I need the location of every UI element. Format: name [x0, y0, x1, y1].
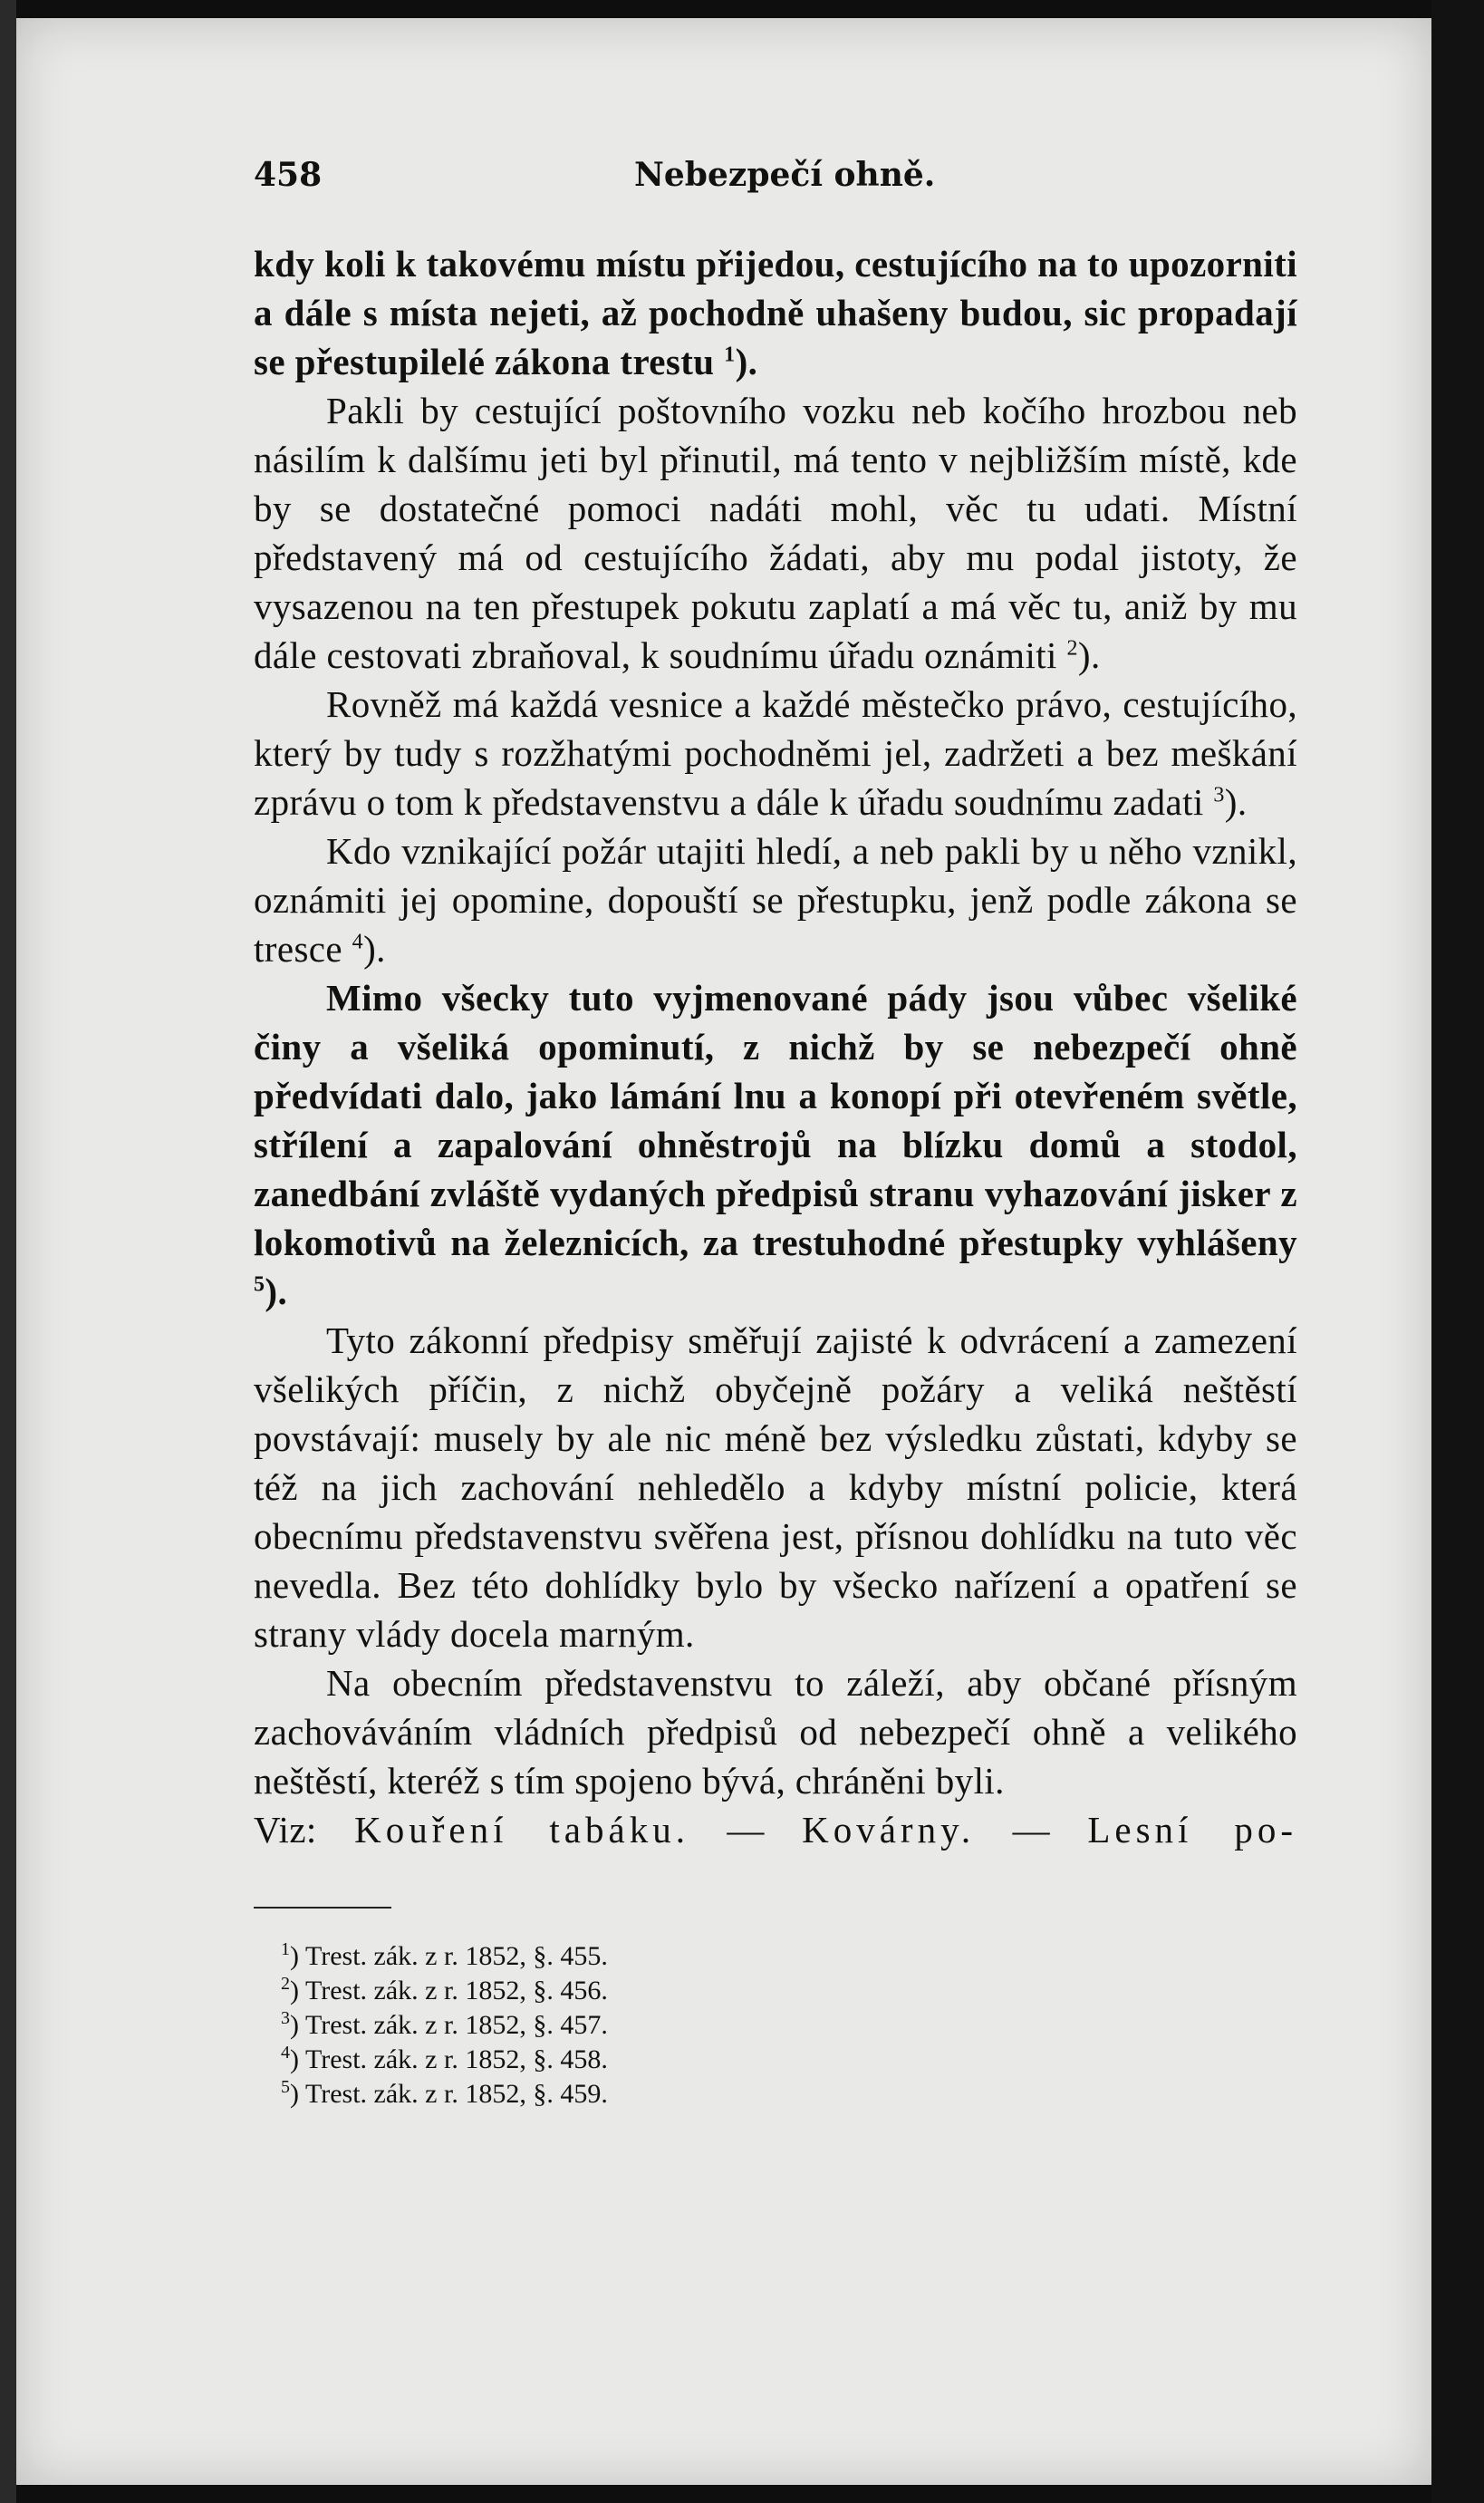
body-text [254, 239, 1297, 1854]
paragraph-text: kdy koli k takovému místu přijedou, cestujícího na to upozorniti a dále s místa nejeti, až pochodně uhašeny budou, sic propadají se přestupilelé zákona trestu [254, 243, 1297, 382]
footnote-reference: 4 [352, 930, 364, 954]
footnote-mark: 5 [281, 2077, 290, 2097]
footnote-reference: 1 [724, 343, 736, 367]
paragraph-text: Tyto zákonní předpisy směřují zajisté k odvrácení a zamezení všelikých příčin, z nichž obyčejně požáry a veliká neštěstí povstávají: musely by ale nic méně bez výsledku zůstati, kdyby se též na jich zachování nehledělo a kdyby místní policie, která obecnímu představenstvu svěřena jest, přísnou dohlídku na tuto věc nevedla. Bez této dohlídky bylo by všecko nařízení a opatření se strany vlády docela marným. [254, 1319, 1297, 1655]
footnote [281, 1974, 1297, 2008]
footnote-text: ) Trest. zák. z r. 1852, §. 457. [290, 2010, 608, 2040]
see-also-line [254, 1805, 1297, 1854]
paragraph-end: ). [363, 928, 386, 970]
footnote-text: ) Trest. zák. z r. 1852, §. 459. [290, 2079, 608, 2109]
footnote [281, 2008, 1297, 2043]
page-number: 458 [254, 156, 323, 194]
page-text-block [254, 156, 1297, 2112]
paragraph-text: Kdo vznikající požár utajiti hledí, a neb pakli by u něho vznikl, oznámiti jej opomine, dopouští se přestupku, jenž podle zákona se tresce [254, 830, 1297, 970]
running-title: Nebezpečí ohně. [634, 156, 936, 194]
footnote-rule [254, 1907, 391, 1909]
footnote-mark: 1 [281, 1939, 290, 1959]
footnote-reference: 2 [1066, 636, 1078, 661]
paragraph-text: Pakli by cestující poštovního vozku neb kočího hrozbou neb násilím k dalšímu jeti byl přinutil, má tento v nejbližším místě, kde by se dostatečné pomoci nadáti mohl, věc tu udati. Místní představený má od cestujícího žádati, aby mu podal jistoty, že vysazenou na ten přestupek pokutu zaplatí a má věc tu, aniž by mu dále cestovati zbraňoval, k soudnímu úřadu oznámiti [254, 390, 1297, 676]
footnote [281, 2077, 1297, 2112]
footnote-mark: 3 [281, 2008, 290, 2028]
see-also-reference: Kovárny. [802, 1809, 976, 1851]
footnote-mark: 4 [281, 2043, 290, 2063]
see-also-dash: — [1012, 1809, 1050, 1851]
see-also-reference: Kouření tabáku. [354, 1809, 689, 1851]
see-also-reference: Lesní po- [1087, 1809, 1298, 1851]
paragraph [254, 826, 1297, 973]
paragraph-text: Na obecním představenstvu to záleží, aby občané přísným zachováváním vládních předpisů od nebezpečí ohně a velikého neštěstí, kteréž s tím spojeno bývá, chráněni byli. [254, 1662, 1297, 1802]
paragraph-end: ). [735, 341, 758, 382]
footnote [281, 1939, 1297, 1974]
see-also-label: Viz: [254, 1809, 317, 1851]
paragraph [254, 680, 1297, 826]
footnote [281, 2043, 1297, 2077]
footnote-text: ) Trest. zák. z r. 1852, §. 455. [290, 1941, 608, 1971]
footnote-text: ) Trest. zák. z r. 1852, §. 456. [290, 1976, 608, 2005]
paragraph-text: Mimo všecky tuto vyjmenované pády jsou vůbec všeliké činy a všeliká opominutí, z nichž by se nebezpečí ohně předvídati dalo, jako lámání lnu a konopí při otevřeném světle, střílení a zapalování ohněstrojů na blízku domů a stodol, zanedbání zvláště vydaných předpisů stranu vyhazování jisker z lokomotivů na železnicích, za trestuhodné přestupky vyhlášeny [254, 977, 1297, 1263]
see-also-dash: — [727, 1809, 765, 1851]
paragraph [254, 386, 1297, 680]
paragraph-end: ). [1077, 634, 1101, 676]
paragraph [254, 1658, 1297, 1805]
footnotes [281, 1939, 1297, 2112]
paragraph [254, 1316, 1297, 1658]
paragraph-end: ). [265, 1271, 288, 1312]
footnote-reference: 3 [1213, 783, 1225, 807]
scan-left-edge [0, 0, 16, 2503]
paragraph-text: Rovněž má každá vesnice a každé městečko právo, cestujícího, který by tudy s rozžhatými pochodněmi jel, zadržeti a bez meškání zprávu o tom k představenstvu a dále k úřadu soudnímu zadati [254, 683, 1297, 823]
footnote-text: ) Trest. zák. z r. 1852, §. 458. [290, 2044, 608, 2074]
paragraph-end: ). [1224, 781, 1248, 823]
running-head [254, 156, 1297, 210]
paragraph [254, 239, 1297, 386]
footnote-mark: 2 [281, 1974, 290, 1994]
paragraph [254, 973, 1297, 1316]
scan-right-edge [1431, 0, 1484, 2503]
footnote-reference: 5 [254, 1272, 265, 1297]
